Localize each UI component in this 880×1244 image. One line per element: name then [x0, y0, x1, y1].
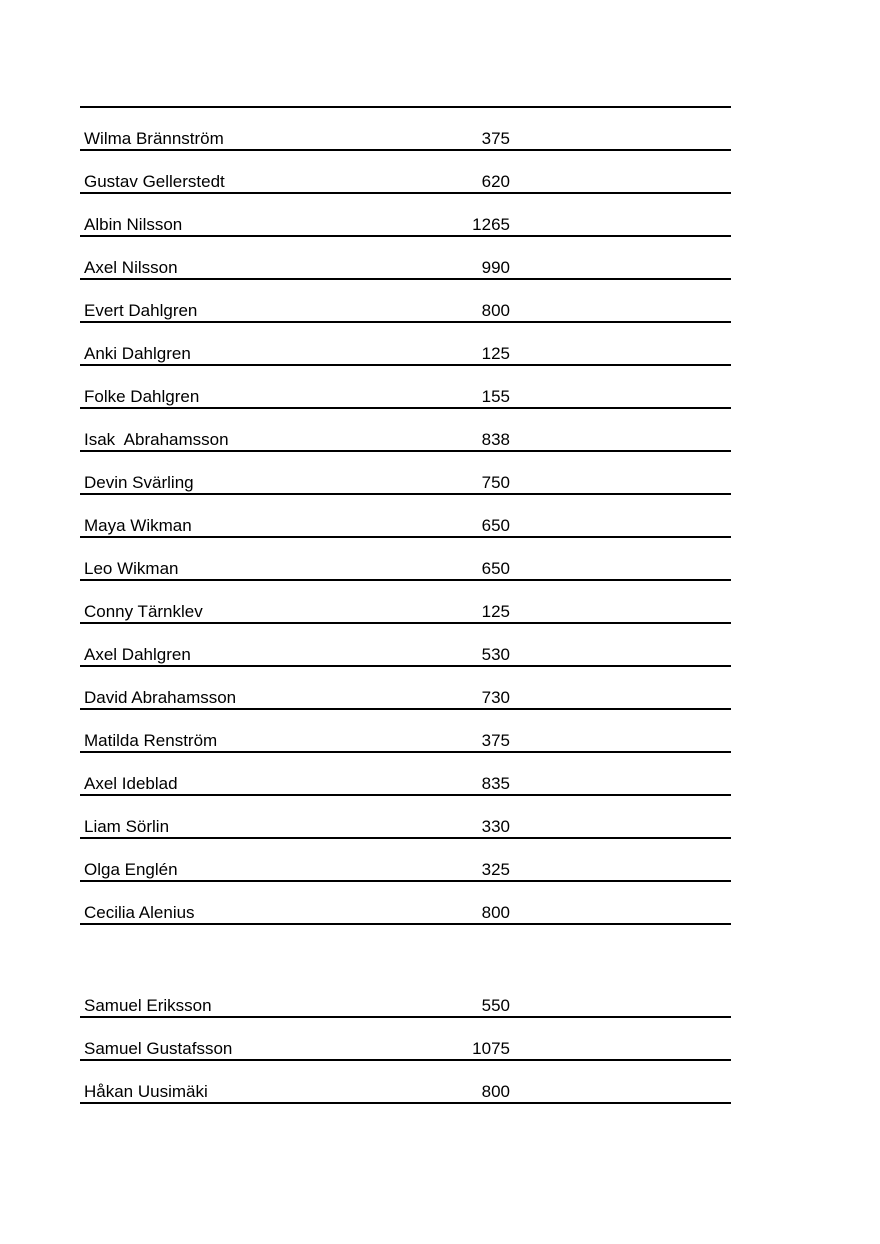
table-group-1 — [80, 108, 731, 925]
table-row — [80, 108, 731, 151]
row-amount: 155 — [481, 387, 510, 406]
row-name: Matilda Renström — [84, 731, 218, 750]
row-amount: 1265 — [472, 215, 510, 234]
table-row — [80, 151, 731, 194]
row-amount: 325 — [481, 860, 510, 879]
table-row — [80, 753, 731, 796]
row-name: Samuel Eriksson — [84, 996, 212, 1015]
table-row — [80, 624, 731, 667]
row-amount: 125 — [481, 344, 510, 363]
row-amount: 530 — [481, 645, 510, 664]
row-name: Cecilia Alenius — [84, 903, 195, 922]
row-name: Anki Dahlgren — [84, 344, 191, 363]
row-name: Folke Dahlgren — [84, 387, 200, 406]
table-row — [80, 1061, 731, 1104]
row-amount: 550 — [481, 996, 510, 1015]
row-amount: 990 — [481, 258, 510, 277]
row-name: Devin Svärling — [84, 473, 194, 492]
row-amount: 330 — [481, 817, 510, 836]
row-amount: 375 — [481, 129, 510, 148]
row-name: Samuel Gustafsson — [84, 1039, 233, 1058]
table-row — [80, 237, 731, 280]
row-name: Albin Nilsson — [84, 215, 183, 234]
table-row — [80, 796, 731, 839]
row-amount: 800 — [481, 301, 510, 320]
row-name: Gustav Gellerstedt — [84, 172, 225, 191]
row-amount: 838 — [481, 430, 510, 449]
table-row — [80, 839, 731, 882]
row-amount: 800 — [481, 903, 510, 922]
row-amount: 800 — [481, 1082, 510, 1101]
table-row — [80, 194, 731, 237]
table-row — [80, 495, 731, 538]
table-row — [80, 667, 731, 710]
table-row — [80, 538, 731, 581]
table-row — [80, 280, 731, 323]
row-amount: 650 — [481, 559, 510, 578]
row-amount: 730 — [481, 688, 510, 707]
table-row — [80, 710, 731, 753]
table-group-2 — [80, 975, 731, 1104]
table-row — [80, 452, 731, 495]
row-name: Wilma Brännström — [84, 129, 224, 148]
table-row — [80, 581, 731, 624]
row-name: Axel Nilsson — [84, 258, 178, 277]
row-name: Axel Ideblad — [84, 774, 178, 793]
row-name: Isak Abrahamsson — [84, 430, 229, 449]
row-name: Olga Englén — [84, 860, 178, 879]
table-row — [80, 975, 731, 1018]
row-name: Axel Dahlgren — [84, 645, 191, 664]
row-amount: 375 — [481, 731, 510, 750]
row-name: Maya Wikman — [84, 516, 192, 535]
row-name: Conny Tärnklev — [84, 602, 203, 621]
row-amount: 1075 — [472, 1039, 510, 1058]
row-amount: 835 — [481, 774, 510, 793]
row-amount: 750 — [481, 473, 510, 492]
row-name: Håkan Uusimäki — [84, 1082, 208, 1101]
row-name: Evert Dahlgren — [84, 301, 198, 320]
row-amount: 620 — [481, 172, 510, 191]
row-amount: 650 — [481, 516, 510, 535]
table-row — [80, 1018, 731, 1061]
table-row — [80, 366, 731, 409]
row-name: Liam Sörlin — [84, 817, 170, 836]
document-page — [80, 0, 731, 1244]
row-name: David Abrahamsson — [84, 688, 237, 707]
row-name: Leo Wikman — [84, 559, 179, 578]
row-amount: 125 — [481, 602, 510, 621]
table-row — [80, 409, 731, 452]
table-row — [80, 323, 731, 366]
table-row — [80, 882, 731, 925]
